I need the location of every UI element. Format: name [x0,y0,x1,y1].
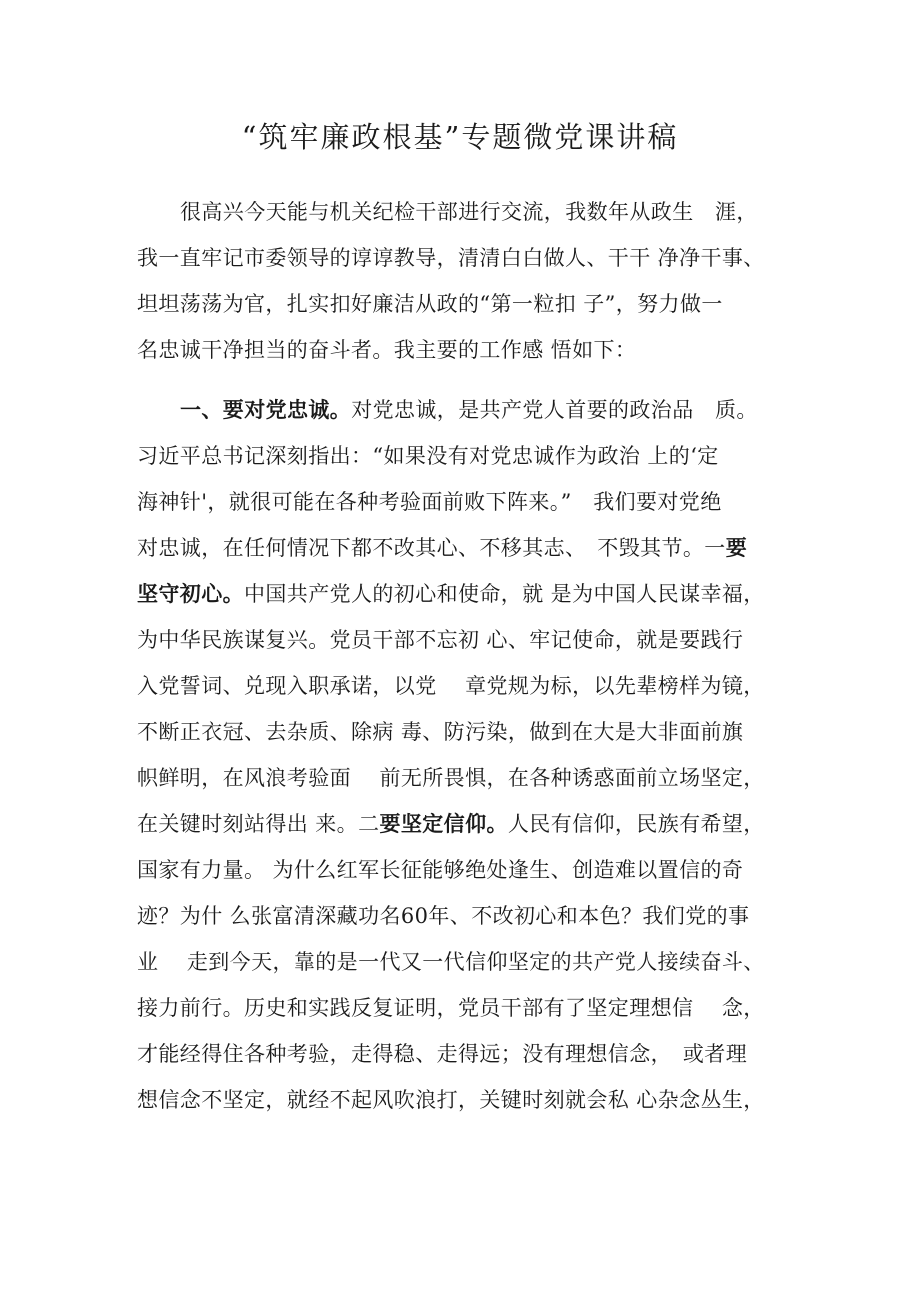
text-run: 对忠诚，在任何情况下都不改其心、不移其志、 不毁其节。一 [137,536,726,560]
section-heading: 要坚定信仰。 [379,811,508,836]
paragraph-line [180,390,797,430]
paragraph-line: 国家有力量。 为什么红军长征能够绝处逢生、创造难以置信的奇 [137,858,744,882]
paragraph-line: 我一直牢记市委领导的谆谆教导，清清白白做人、干干 净净干事、 [137,246,765,270]
text-run: 中国共产党人的初心和使命，就 是为中国人民谋幸福， [244,582,765,606]
paragraph-line: 想信念不坚定，就经不起风吹浪打，关键时刻就会私 心杂念丛生， [137,1088,765,1112]
paragraph-line: 海神针'，就很可能在各种考验面前败下阵来。” 我们要对党绝 [137,490,722,514]
paragraph-line: 业 走到今天，靠的是一代又一代信仰坚定的共产党人接续奋斗、 [137,950,765,974]
paragraph-line: 不断正衣冠、去杂质、除病 毒、防污染，做到在大是大非面前旗 [137,720,744,744]
text-run: 人民有信仰，民族有希望， [507,812,765,836]
paragraph-line: 帜鲜明，在风浪考验面 前无所畏惧，在各种诱惑面前立场坚定， [137,766,765,790]
paragraph-line: 才能经得住各种考验，走得稳、走得远；没有理想信念， 或者理 [137,1042,748,1066]
paragraph-line [137,804,797,844]
text-run: 对党忠诚，是共产党人首要的政治品 质。 [351,398,758,422]
paragraph-line: 名忠诚干净担当的奋斗者。我主要的工作感 悟如下： [137,338,637,362]
paragraph-line: 迹？为什 么张富清深藏功名60年、不改初心和本色？我们党的事 [137,904,750,928]
paragraph-line [137,528,797,568]
section-heading: 要 [725,535,748,560]
paragraph-line: 习近平总书记深刻指出：“如果没有对党忠诚作为政治 上的‘定 [137,444,719,468]
paragraph-line: 入党誓词、兑现入职承诺，以党 章党规为标，以先辈榜样为镜， [137,674,765,698]
paragraph-line [137,574,797,614]
section-heading: 一、要对党忠诚。 [180,397,352,422]
text-run: 在关键时刻站得出 来。二 [137,812,380,836]
paragraph-line: 很高兴今天能与机关纪检干部进行交流，我数年从政生 涯， [180,200,758,224]
section-heading: 坚守初心。 [137,581,244,606]
paragraph-line: 接力前行。历史和实践反复证明，党员干部有了坚定理想信 念， [137,996,765,1020]
document-title: “筑牢廉政根基”专题微党课讲稿 [241,120,679,154]
paragraph-line: 坦坦荡荡为官，扎实扣好廉洁从政的“第一粒扣 子”，努力做一 [137,292,723,316]
paragraph-line: 为中华民族谋复兴。党员干部不忘初 心、牢记使命，就是要践行 [137,628,744,652]
